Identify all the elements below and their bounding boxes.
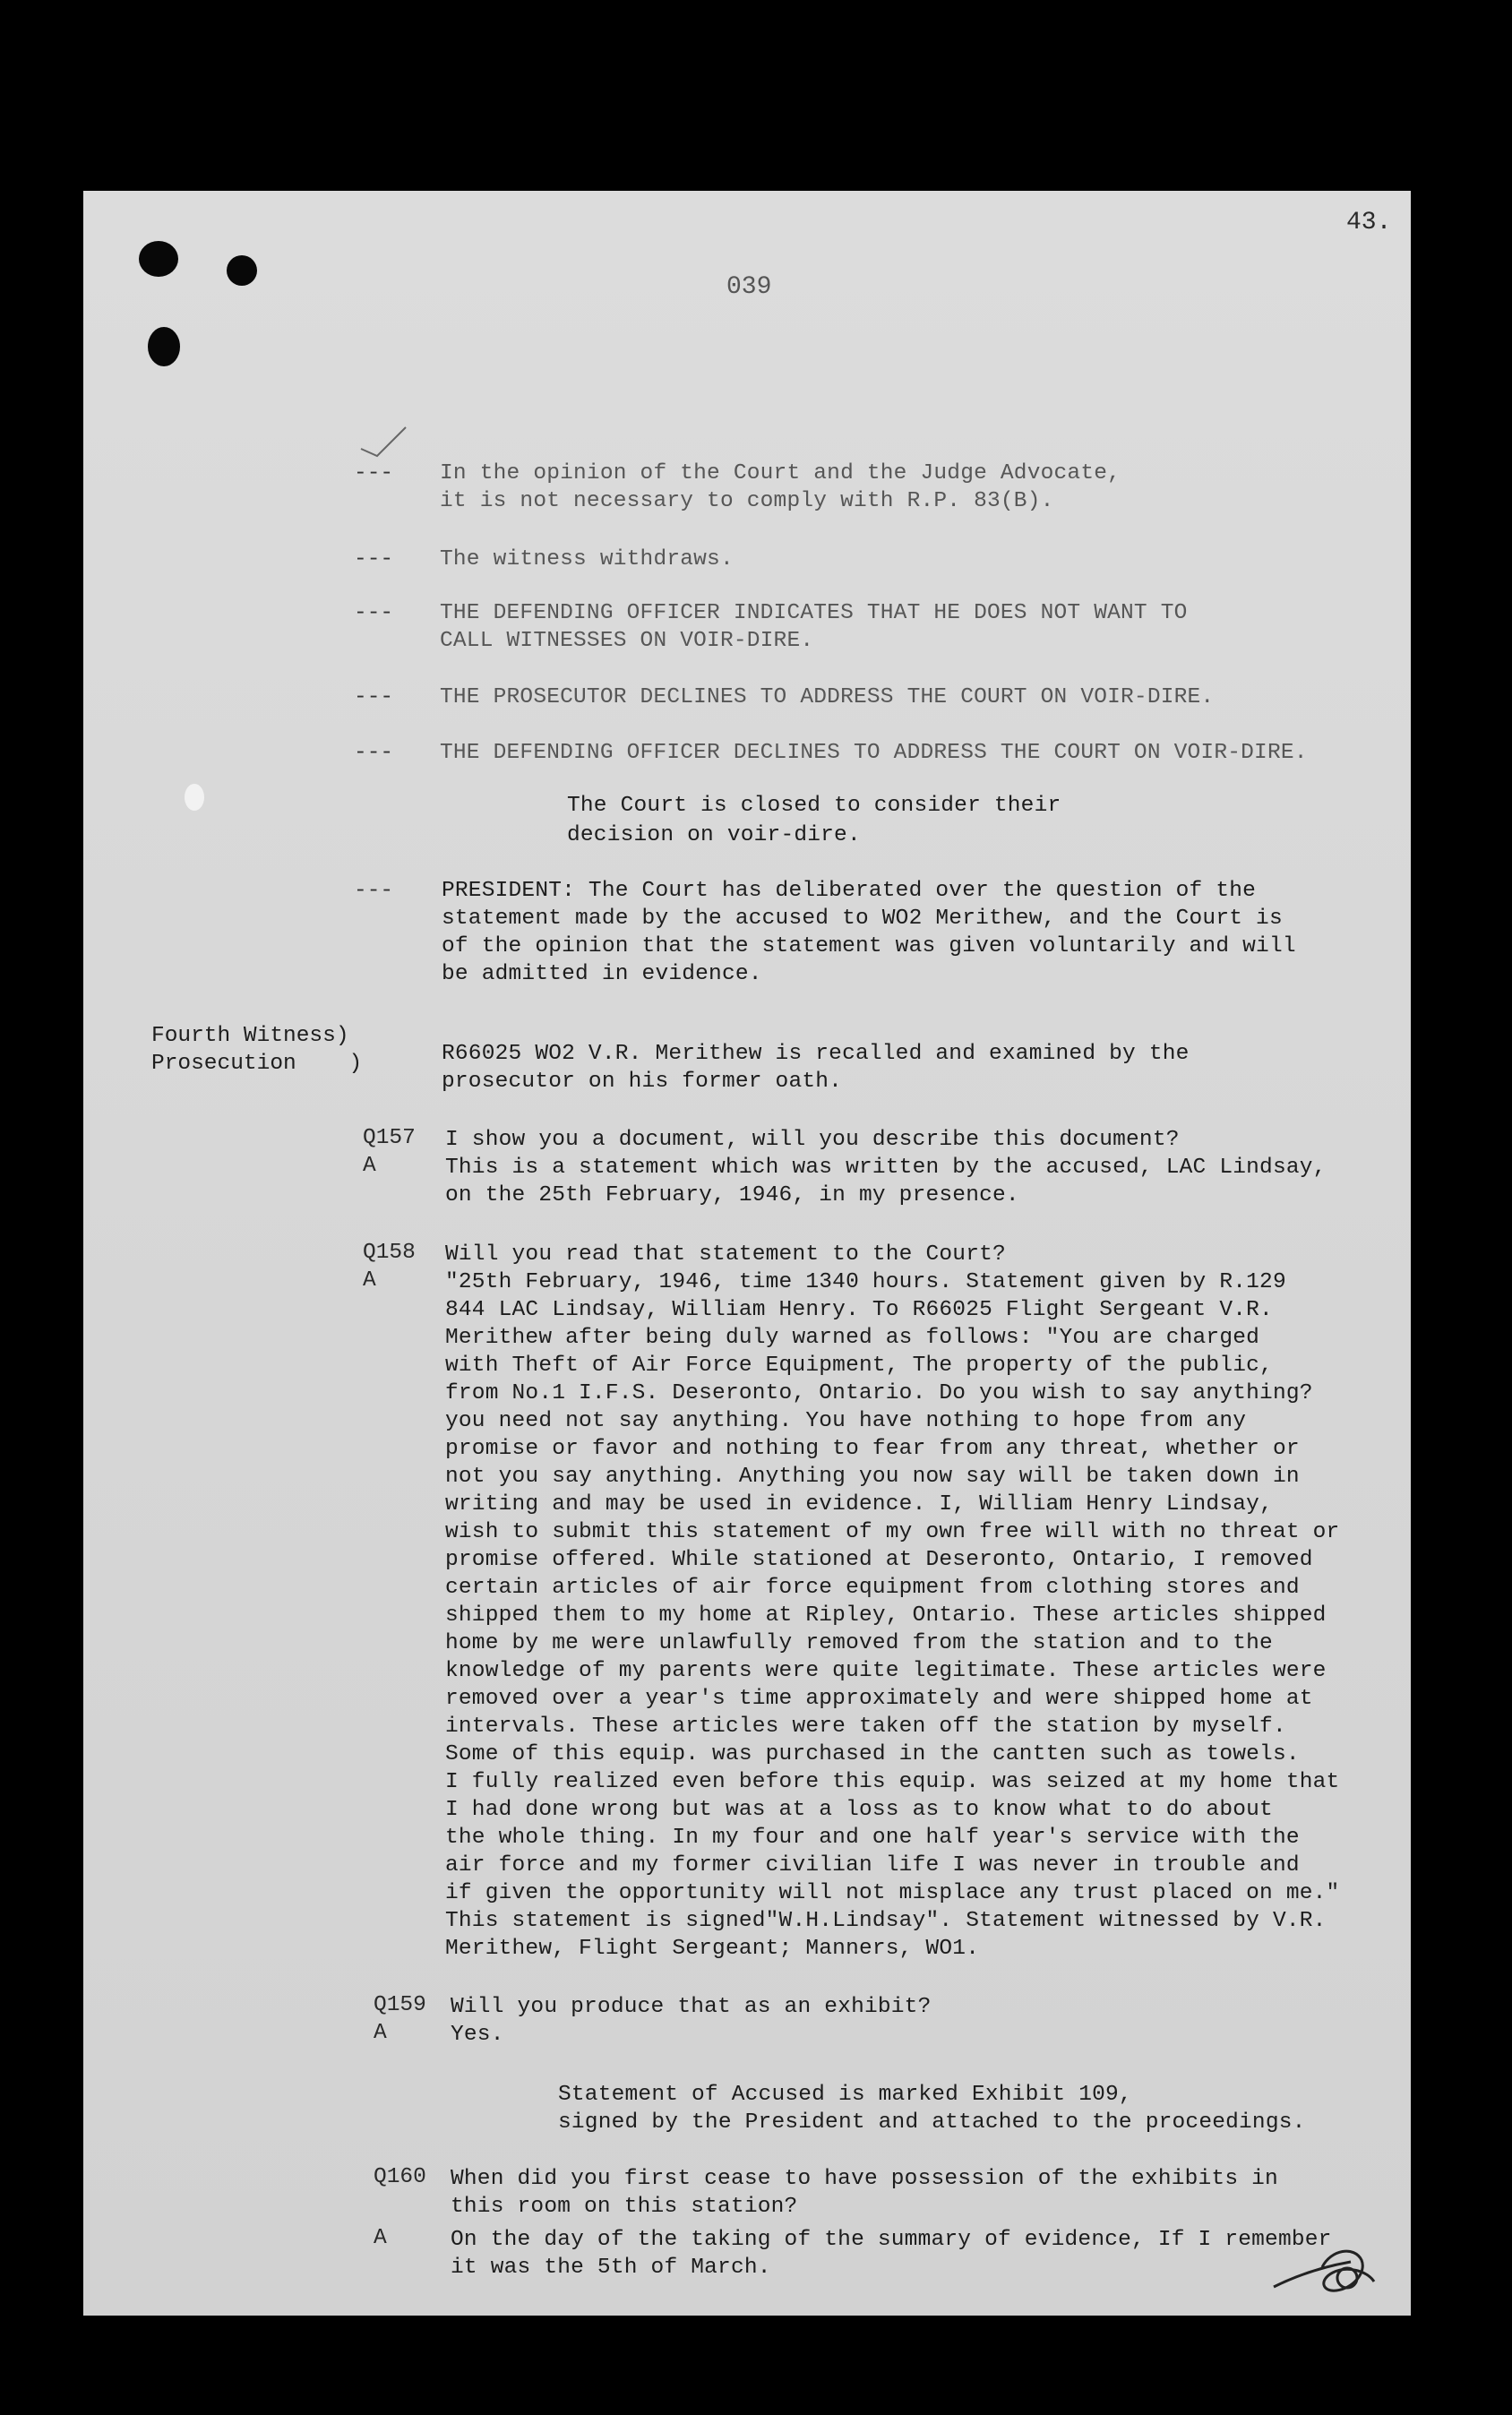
entry-line: THE PROSECUTOR DECLINES TO ADDRESS THE COURT ON VOIR-DIRE. — [440, 685, 1215, 709]
document-page — [83, 191, 1411, 2316]
statement-line: promise offered. While stationed at Deseronto, Ontario, I removed — [445, 1548, 1313, 1572]
entry-marker: --- — [354, 741, 394, 765]
question-text: I show you a document, will you describe this document? — [445, 1128, 1180, 1152]
entry-line: THE DEFENDING OFFICER INDICATES THAT HE DOES NOT WANT TO — [440, 601, 1188, 625]
statement-line: with Theft of Air Force Equipment, The property of the public, — [445, 1354, 1273, 1378]
statement-line: wish to submit this statement of my own free will with no threat or — [445, 1520, 1340, 1544]
president-marker: --- — [354, 879, 394, 903]
answer-line: On the day of the taking of the summary of evidence, If I remember — [451, 2228, 1332, 2252]
witness-line: prosecutor on his former oath. — [442, 1070, 843, 1094]
answer-label: A — [374, 2226, 387, 2250]
statement-line: promise or favor and nothing to fear from any threat, whether or — [445, 1437, 1300, 1461]
statement-line: This statement is signed"W.H.Lindsay". Statement witnessed by V.R. — [445, 1909, 1327, 1933]
question-label: Q160 — [374, 2165, 426, 2189]
entry-line: In the opinion of the Court and the Judge Advocate, — [440, 461, 1121, 486]
punch-hole-top-left — [139, 241, 178, 277]
statement-line: "25th February, 1946, time 1340 hours. Statement given by R.129 — [445, 1270, 1286, 1294]
witness-side-label: Prosecution ) — [151, 1052, 363, 1076]
entry-line: CALL WITNESSES ON VOIR-DIRE. — [440, 629, 814, 653]
answer-label: A — [363, 1154, 376, 1178]
answer-line: it was the 5th of March. — [451, 2256, 771, 2280]
exhibit-note-line: Statement of Accused is marked Exhibit 109, — [558, 2083, 1132, 2107]
page-number: 43. — [1346, 209, 1392, 236]
answer-line: on the 25th February, 1946, in my presence. — [445, 1183, 1019, 1208]
statement-line: 844 LAC Lindsay, William Henry. To R66025 Flight Sergeant V.R. — [445, 1298, 1273, 1322]
statement-line: you need not say anything. You have nothing to hope from any — [445, 1409, 1247, 1433]
statement-line: Merithew, Flight Sergeant; Manners, WO1. — [445, 1937, 980, 1961]
statement-line: the whole thing. In my four and one half year's service with the — [445, 1826, 1300, 1850]
statement-line: Some of this equip. was purchased in the cantten such as towels. — [445, 1742, 1300, 1766]
president-line: of the opinion that the statement was given voluntarily and will — [442, 934, 1296, 958]
question-line: this room on this station? — [451, 2195, 798, 2219]
entry-marker: --- — [354, 547, 394, 572]
entry-line: THE DEFENDING OFFICER DECLINES TO ADDRESS THE COURT ON VOIR-DIRE. — [440, 741, 1308, 765]
entry-marker: --- — [354, 461, 394, 486]
statement-line: knowledge of my parents were quite legitimate. These articles were — [445, 1659, 1327, 1683]
entry-marker: --- — [354, 601, 394, 625]
statement-line: removed over a year's time approximately and were shipped home at — [445, 1687, 1313, 1711]
answer-label: A — [363, 1268, 376, 1293]
question-label: Q159 — [374, 1993, 426, 2017]
statement-line: not you say anything. Anything you now say will be taken down in — [445, 1465, 1300, 1489]
question-label: Q158 — [363, 1241, 416, 1265]
statement-line: I fully realized even before this equip. was seized at my home that — [445, 1770, 1340, 1794]
scan-artifact — [185, 784, 204, 811]
document-code: 039 — [726, 273, 772, 301]
entry-line: The witness withdraws. — [440, 547, 734, 572]
punch-hole-top-right — [227, 255, 257, 286]
handwritten-tick-icon — [357, 424, 411, 460]
question-line: When did you first cease to have possession of the exhibits in — [451, 2167, 1278, 2191]
statement-line: Merithew after being duly warned as follows: "You are charged — [445, 1326, 1260, 1350]
entry-marker: --- — [354, 685, 394, 709]
witness-side-label: Fourth Witness) — [151, 1024, 349, 1048]
answer-label: A — [374, 2021, 387, 2045]
question-text: Will you produce that as an exhibit? — [451, 1995, 932, 2019]
statement-line: home by me were unlawfully removed from the station and to the — [445, 1631, 1273, 1655]
exhibit-note-line: signed by the President and attached to the proceedings. — [558, 2110, 1306, 2135]
statement-line: from No.1 I.F.S. Deseronto, Ontario. Do you wish to say anything? — [445, 1381, 1313, 1405]
statement-line: air force and my former civilian life I was never in trouble and — [445, 1853, 1300, 1878]
handwritten-initials-icon — [1268, 2240, 1394, 2303]
question-label: Q157 — [363, 1126, 416, 1150]
witness-line: R66025 WO2 V.R. Merithew is recalled and examined by the — [442, 1042, 1190, 1066]
president-line: statement made by the accused to WO2 Merithew, and the Court is — [442, 907, 1283, 931]
answer-text: Yes. — [451, 2023, 504, 2047]
question-text: Will you read that statement to the Court? — [445, 1242, 1006, 1267]
statement-line: if given the opportunity will not misplace any trust placed on me." — [445, 1881, 1340, 1905]
entry-line: it is not necessary to comply with R.P. 83(B). — [440, 489, 1054, 513]
court-closed-line: decision on voir-dire. — [567, 823, 861, 847]
statement-line: certain articles of air force equipment from clothing stores and — [445, 1576, 1300, 1600]
answer-line: This is a statement which was written by the accused, LAC Lindsay, — [445, 1156, 1327, 1180]
court-closed-line: The Court is closed to consider their — [567, 794, 1061, 818]
statement-line: intervals. These articles were taken off the station by myself. — [445, 1715, 1286, 1739]
punch-hole-lower — [148, 327, 180, 366]
statement-line: shipped them to my home at Ripley, Ontario. These articles shipped — [445, 1603, 1327, 1628]
statement-line: writing and may be used in evidence. I, William Henry Lindsay, — [445, 1492, 1273, 1517]
president-line: PRESIDENT: The Court has deliberated over the question of the — [442, 879, 1257, 903]
statement-line: I had done wrong but was at a loss as to know what to do about — [445, 1798, 1273, 1822]
president-line: be admitted in evidence. — [442, 962, 762, 986]
